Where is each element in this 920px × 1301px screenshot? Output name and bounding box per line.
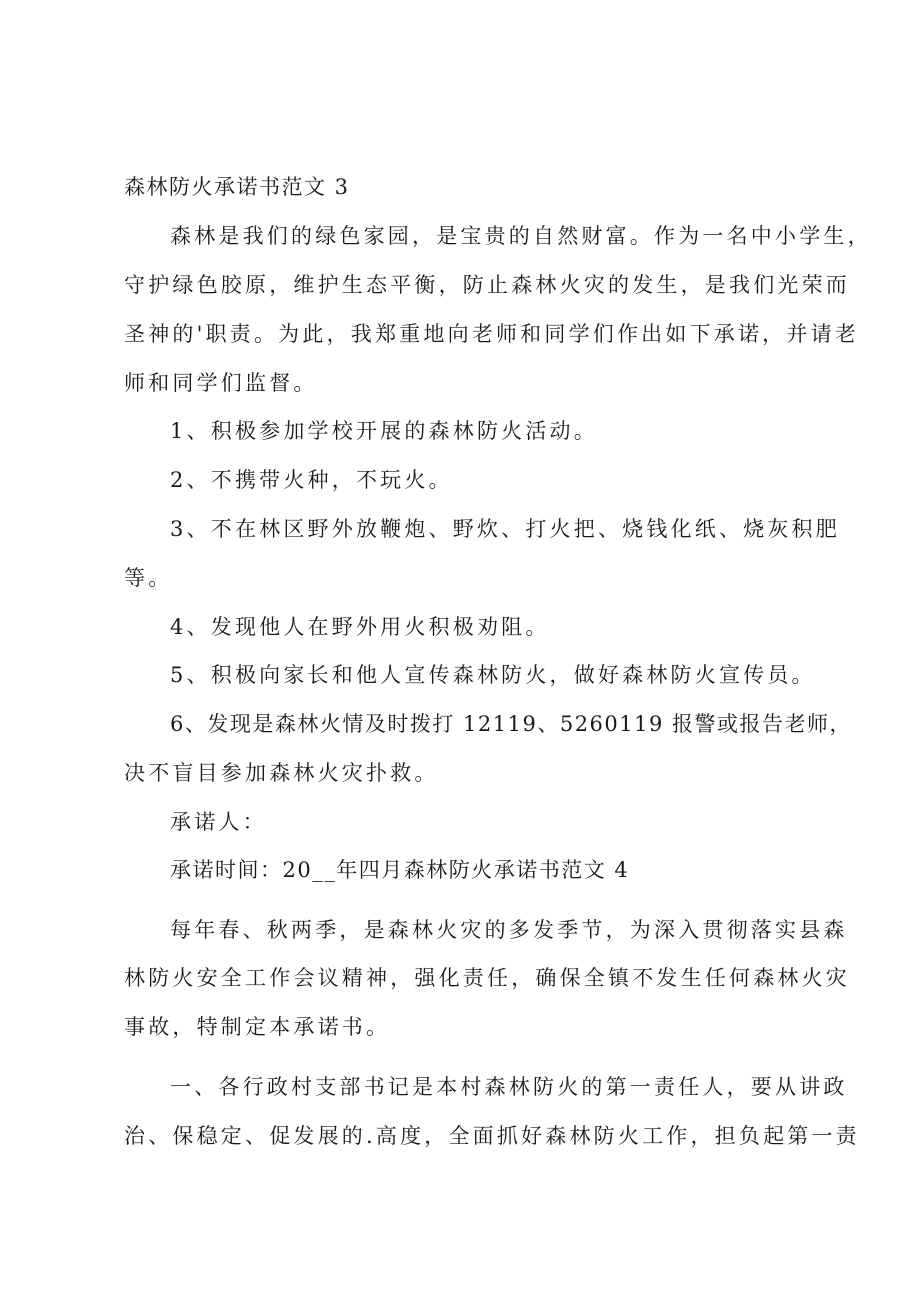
list-item-4: 4、发现他人在野外用火积极劝阻。 bbox=[170, 615, 550, 639]
paragraph-3-line-2: 治、保稳定、促发展的.高度，全面抓好森林防火工作，担负起第一责 bbox=[124, 1124, 860, 1148]
paragraph-2-line-1: 每年春、秋两季，是森林火灾的多发季节，为深入贯彻落实县森 bbox=[170, 918, 848, 942]
list-item-6-line-2: 决不盲目参加森林火灾扑救。 bbox=[124, 761, 439, 785]
paragraph-3-line-1: 一、各行政村支部书记是本村森林防火的第一责任人，要从讲政 bbox=[170, 1075, 848, 1099]
paragraph-1-line-2: 守护绿色胶原，维护生态平衡，防止森林火灾的发生，是我们光荣而 bbox=[124, 273, 850, 297]
list-item-1: 1、积极参加学校开展的森林防火活动。 bbox=[170, 419, 598, 443]
paragraph-1-line-3: 圣神的'职责。为此，我郑重地向老师和同学们作出如下承诺，并请老 bbox=[124, 322, 859, 346]
paragraph-1-line-4: 师和同学们监督。 bbox=[124, 371, 318, 395]
document-title: 森林防火承诺书范文 3 bbox=[124, 175, 350, 199]
paragraph-2-line-3: 事故，特制定本承诺书。 bbox=[124, 1015, 391, 1039]
paragraph-1-line-1: 森林是我们的绿色家园，是宝贵的自然财富。作为一名中小学生， bbox=[170, 224, 872, 248]
paragraph-2-line-2: 林防火安全工作会议精神，强化责任，确保全镇不发生任何森林火灾 bbox=[124, 966, 850, 990]
promise-time-and-next-title: 承诺时间：20__年四月森林防火承诺书范文 4 bbox=[170, 858, 630, 882]
list-item-2: 2、不携带火种，不玩火。 bbox=[170, 468, 453, 492]
list-item-6-line-1: 6、发现是森林火情及时拨打 12119、5260119 报警或报告老师， bbox=[170, 712, 853, 736]
list-item-5: 5、积极向家长和他人宣传森林防火，做好森林防火宣传员。 bbox=[170, 663, 816, 687]
promiser-label: 承诺人： bbox=[170, 810, 267, 834]
list-item-3-line-1: 3、不在林区野外放鞭炮、野炊、打火把、烧钱化纸、烧灰积肥 bbox=[170, 517, 840, 541]
list-item-3-line-2: 等。 bbox=[124, 566, 173, 590]
